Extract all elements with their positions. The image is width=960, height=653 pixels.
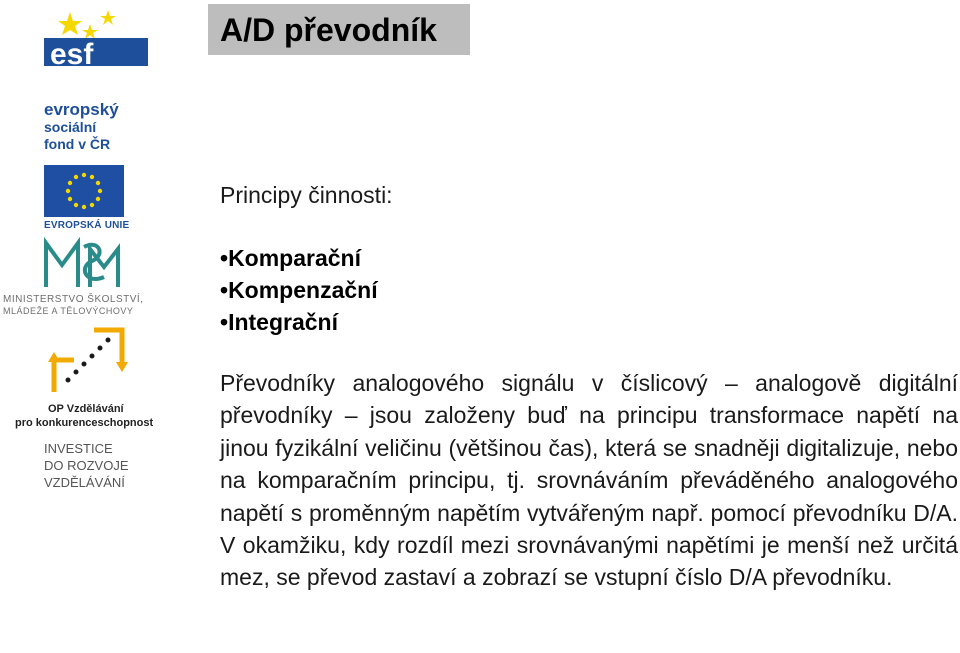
investice-line: DO ROZVOJE (44, 458, 129, 473)
op-line: OP Vzdělávání (48, 403, 124, 415)
star-icon (100, 10, 116, 25)
principles-list (220, 242, 378, 338)
investice-line: VZDĚLÁVÁNÍ (44, 475, 125, 490)
msmt-line: MLÁDEŽE A TĚLOVÝCHOVY (3, 306, 134, 316)
list-item: • Integrační (220, 306, 378, 338)
msmt-logo (44, 237, 124, 292)
list-item: • Komparační (220, 242, 378, 274)
principles-label: Principy činnosti: (220, 182, 393, 208)
esf-logo (40, 8, 152, 68)
svg-text:esf: esf (50, 38, 94, 68)
list-item: • Kompenzační (220, 274, 378, 306)
investice-text (44, 440, 129, 491)
star-icon (58, 12, 82, 35)
op-logo (44, 322, 132, 400)
page-title: A/D převodník (220, 12, 437, 48)
star-icon (82, 24, 98, 39)
logo-sidebar (0, 0, 170, 653)
eu-label: EVROPSKÁ UNIE (44, 220, 130, 231)
investice-line: INVESTICE (44, 441, 113, 456)
msmt-line: MINISTERSTVO ŠKOLSTVÍ, (3, 294, 144, 305)
esf-line: sociální (44, 119, 97, 135)
esf-text (44, 100, 154, 153)
op-line: pro konkurenceschopnost (15, 417, 154, 429)
esf-line: evropský (44, 100, 119, 119)
esf-line: fond v ČR (44, 136, 111, 152)
title-box (208, 4, 470, 55)
eu-flag-icon (44, 165, 124, 217)
body-paragraph: Převodníky analogového signálu v číslicový – analogově digitální převodníky – jsou založeny buď na principu transformace napětí na jinou fyzikální veličinu (většinou čas), která se snadněji digitalizuje, nebo na komparačním principu, tj. srovnáváním převáděného analogového napětí s proměnným napětím vytvářeným např. pomocí převodníku D/A. V okamžiku, kdy rozdíl mezi srovnávanými napětími je menší než určitá mez, se převod zastaví a zobrazí se vstupní číslo D/A převodníku. (220, 370, 958, 591)
